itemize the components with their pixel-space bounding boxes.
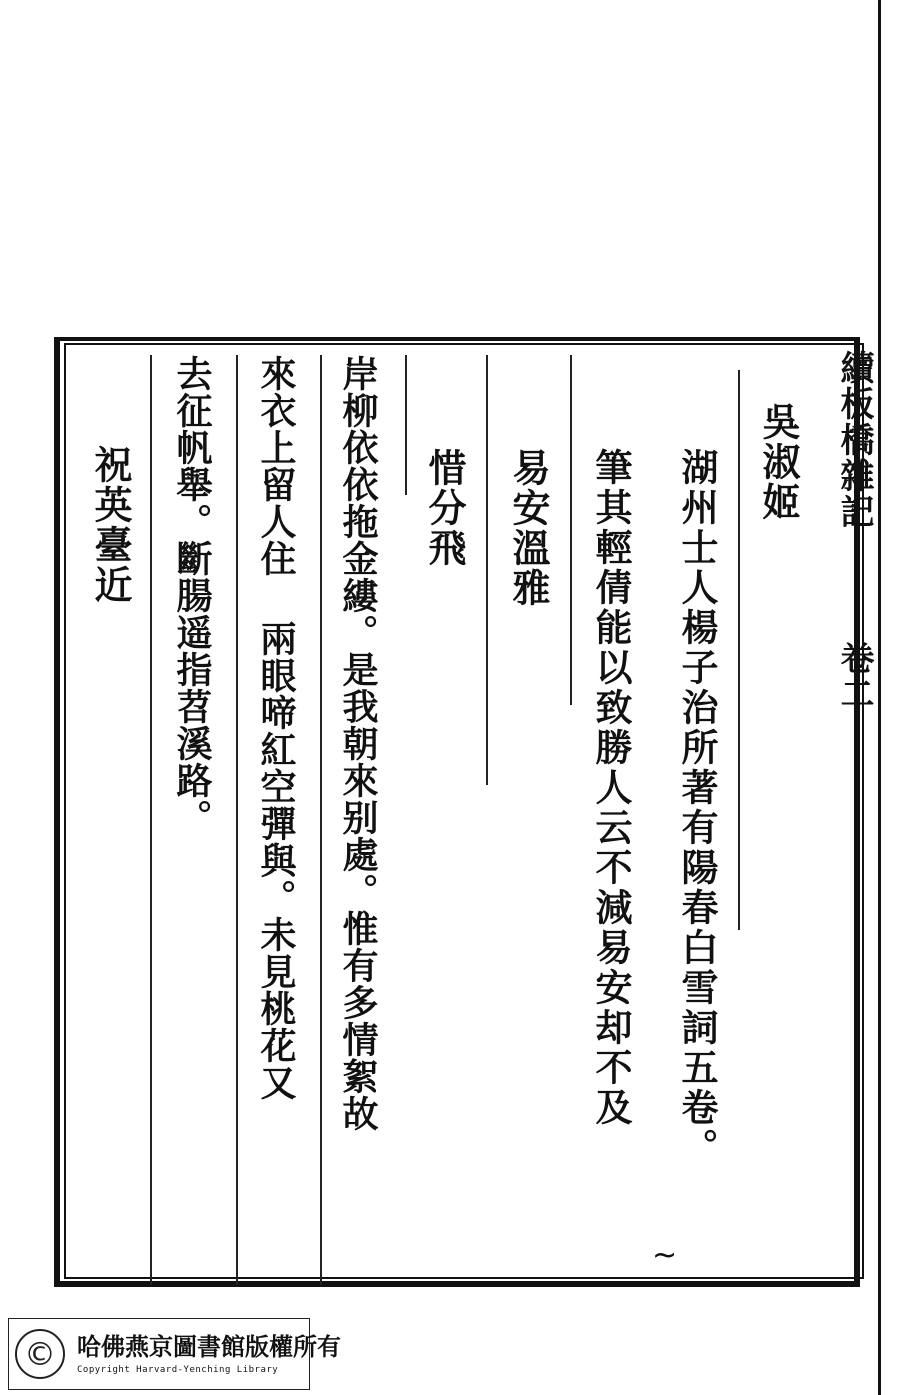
copyright-stamp [8,1318,341,1390]
column-rule [570,355,572,705]
text-column-1: 吳淑姬 [756,402,801,522]
column-rule [150,355,152,1285]
copyright-icon: © [15,1329,65,1379]
copyright-title: 哈佛燕京圖書館版權所有 [77,1332,341,1361]
text-column-2: 湖州士人楊子治所著有陽春白雪詞五卷。 [675,448,719,1168]
copyright-subtitle: Copyright Harvard-Yenching Library [77,1365,279,1375]
text-column-4: 易安溫雅 [506,448,551,608]
text-column-8: 去征帆舉。斷腸遥指苕溪路。 [171,355,213,836]
column-rule [486,355,488,785]
column-rule [320,355,322,1285]
text-column-3: 筆其輕倩能以致勝人云不減易安却不及 [589,448,633,1128]
text-column-6: 岸柳依依拖金縷。是我朝來别處。惟有多情絮故 [337,355,379,1132]
tilde-mark: ~ [652,1238,678,1273]
juan-label: 卷二 [834,640,874,712]
page-right-edge [878,0,881,1395]
column-rule [236,355,238,1285]
text-column-5: 惜分飛 [422,448,467,568]
running-head: 續板橋雜記 [834,350,874,530]
text-column-9: 祝英臺近 [88,445,133,605]
column-rule [405,355,407,495]
column-rule [738,370,740,930]
text-column-7: 來衣上留人住 兩眼啼紅空彈與。未見桃花又 [255,355,297,1101]
